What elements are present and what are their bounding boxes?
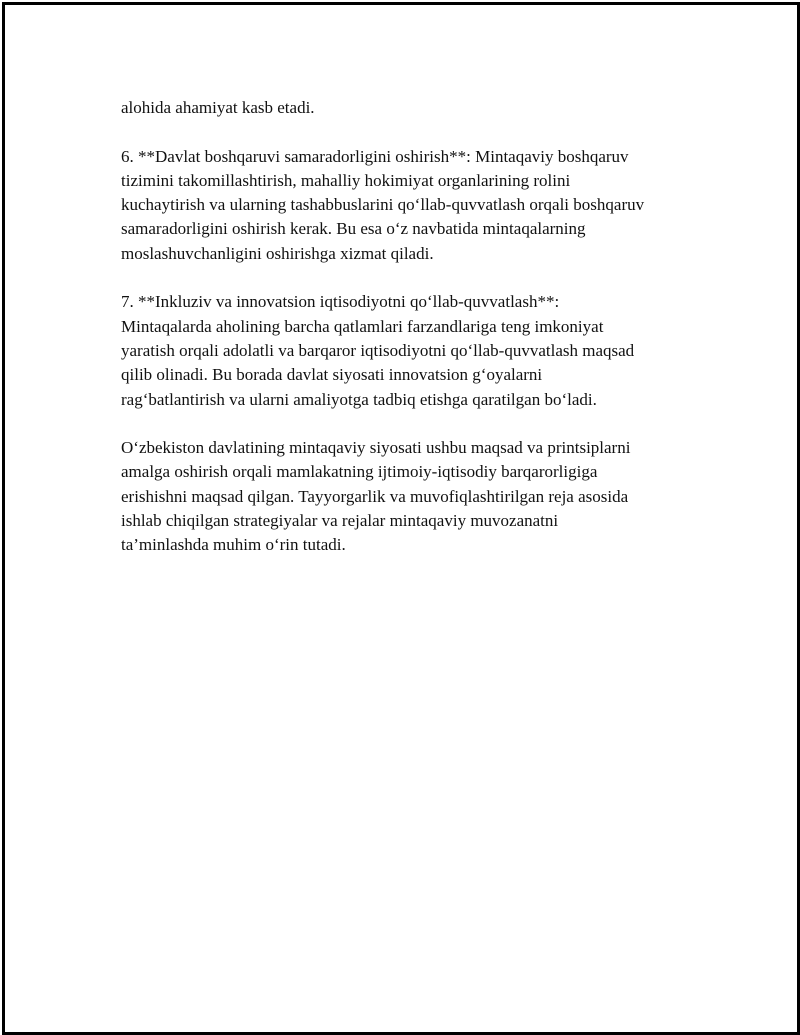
paragraph-continuation: alohida ahamiyat kasb etadi. [121, 98, 315, 117]
page-frame [2, 2, 800, 1035]
paragraph-item-6: 6. **Davlat boshqaruvi samaradorligini oshirish**: Mintaqaviy boshqaruv tizimini takomillashtirish, mahalliy hokimiyat organlarining rolini kuchaytirish va ularning tashabbuslarini qo‘llab-quvvatlash orqali boshqaruv samaradorligini oshirish kerak. Bu esa o‘z navbatida mintaqalarning moslashuvchanligini oshirishga xizmat qiladi. [121, 146, 645, 263]
paragraph-conclusion: O‘zbekiston davlatining mintaqaviy siyosati ushbu maqsad va printsiplarni amalga oshirish orqali mamlakatning ijtimoiy-iqtisodiy barqarorligiga erishishni maqsad qilgan. Tayyorgarlik va muvofiqlashtirilgan reja asosida ishlab chiqilgan strategiyalar va rejalar mintaqaviy muvozanatni ta’minlashda muhim o‘rin tutadi. [121, 438, 631, 555]
paragraph-item-7: 7. **Inkluziv va innovatsion iqtisodiyotni qo‘llab-quvvatlash**: Mintaqalarda aholining barcha qatlamlari farzandlariga teng imkoniyat yaratish orqali adolatli va barqaror iqtisodiyotni qo‘llab-quvvatlash maqsad qilib olinadi. Bu borada davlat siyosati innovatsion g‘oyalarni rag‘batlantirish va ularni amaliyotga tadbiq etishga qaratilgan bo‘ladi. [121, 292, 635, 409]
document-body [121, 96, 711, 558]
